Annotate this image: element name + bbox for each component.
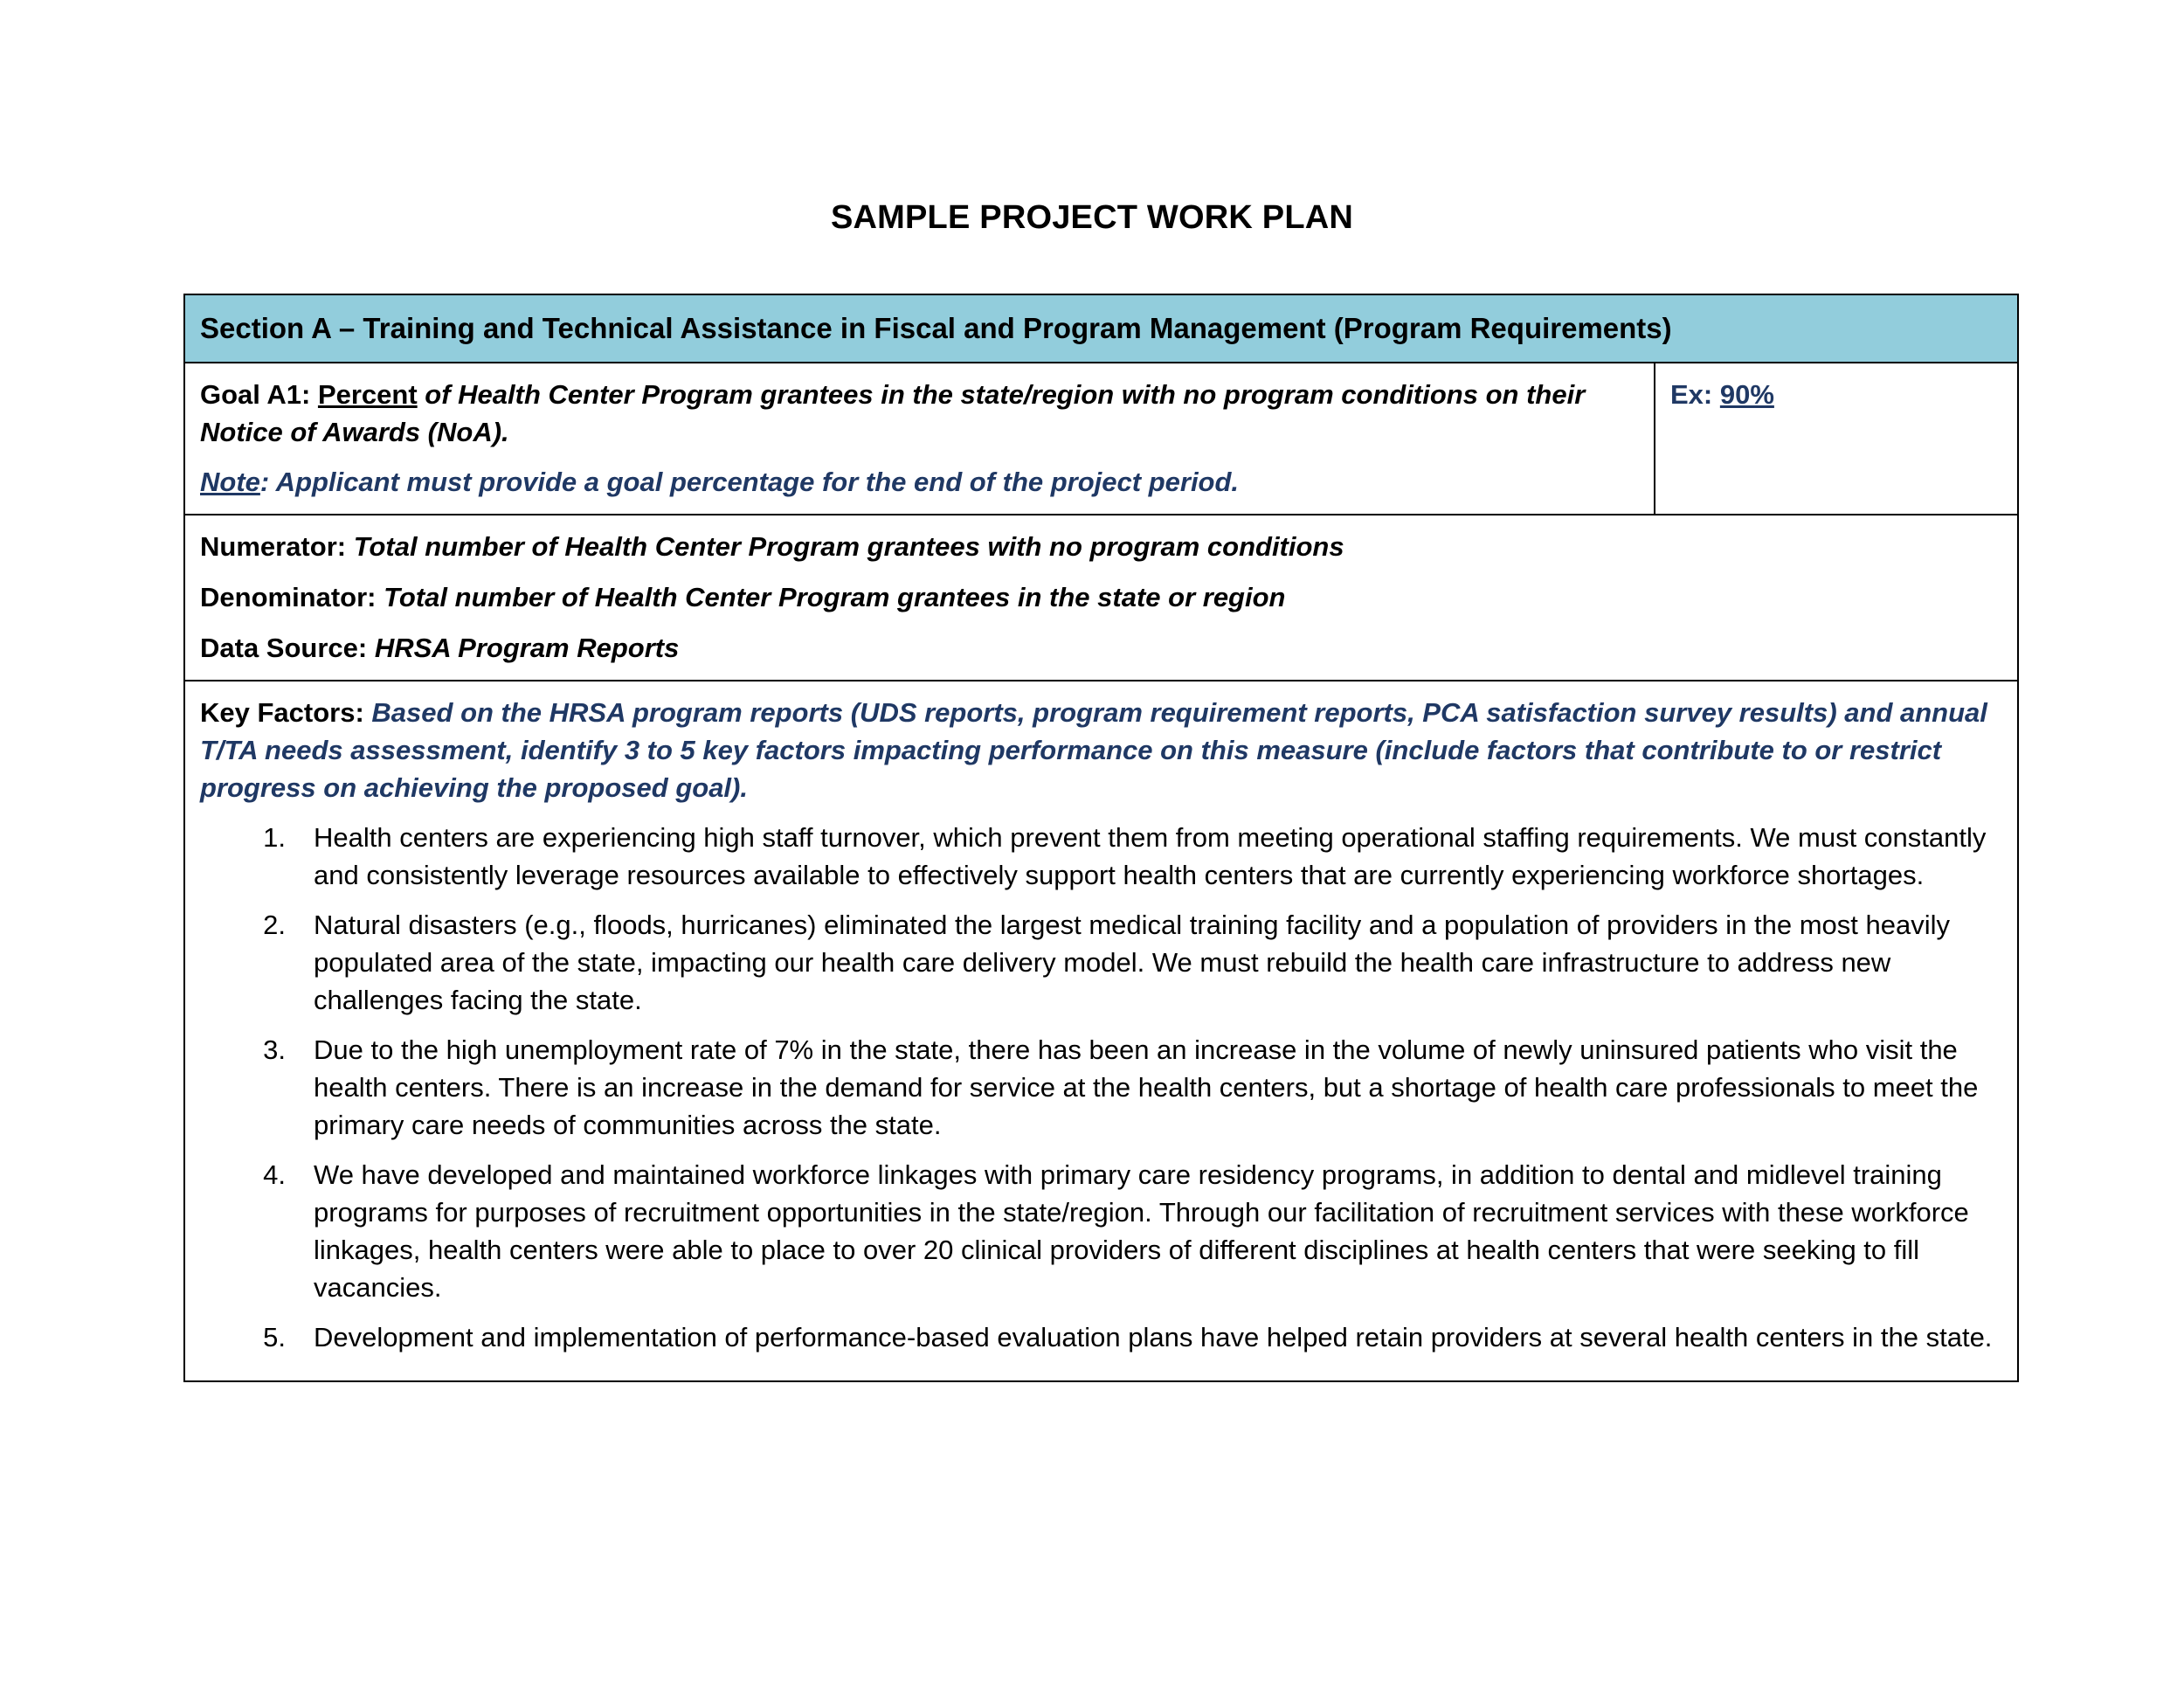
list-item-text: Health centers are experiencing high staff turnover, which prevent them from meeting operational staffing requirements. We must constantly and consistently leverage resources available to effectively support health centers that are currently experiencing workforce shortages. xyxy=(314,822,1987,890)
goal-label: Goal A1: xyxy=(200,379,318,410)
list-item-number: 4. xyxy=(263,1159,286,1190)
goal-note xyxy=(200,463,1639,501)
numerator-label: Numerator: xyxy=(200,531,354,562)
list-item-number: 2. xyxy=(263,910,286,940)
data-source-value: HRSA Program Reports xyxy=(374,633,680,663)
list-item xyxy=(200,1031,2002,1144)
list-item xyxy=(200,906,2002,1019)
key-factors-row xyxy=(185,681,2017,1380)
list-item-text: Due to the high unemployment rate of 7% in the state, there has been an increase in the volume of newly uninsured patients who visit the health centers. There is an increase in the demand for service at the health centers, but a shortage of health care professionals to meet the primary care needs of communities across the state. xyxy=(314,1034,1979,1140)
page-title: SAMPLE PROJECT WORK PLAN xyxy=(830,199,1354,236)
goal-text: of Health Center Program grantees in the state/region with no program conditions on their Notice of Awards (NoA). xyxy=(200,379,1586,447)
list-item xyxy=(200,1156,2002,1306)
measure-row xyxy=(185,515,2017,681)
note-text: : Applicant must provide a goal percentage for the end of the project period. xyxy=(259,467,1240,497)
target-value: 90% xyxy=(1719,379,1774,410)
goal-statement xyxy=(200,376,1639,451)
list-item-text: Development and implementation of performance-based evaluation plans have helped retain providers at several health centers in the state. xyxy=(314,1322,1993,1352)
key-factors-list xyxy=(200,819,2002,1356)
note-label: Note xyxy=(200,467,260,497)
list-item-number: 3. xyxy=(263,1034,286,1065)
data-source-line xyxy=(200,629,2002,667)
goal-percent-word: Percent xyxy=(317,379,418,410)
target-label: Ex: xyxy=(1670,379,1720,410)
key-factors-intro xyxy=(200,694,2002,806)
numerator-value: Total number of Health Center Program grantees with no program conditions xyxy=(353,531,1344,562)
list-item xyxy=(200,819,2002,894)
section-header: Section A – Training and Technical Assistance in Fiscal and Program Management (Program Requirements) xyxy=(185,295,2017,363)
goal-cell xyxy=(185,363,1655,514)
list-item-number: 1. xyxy=(263,822,286,853)
list-item xyxy=(200,1318,2002,1356)
list-item-number: 5. xyxy=(263,1322,286,1352)
list-item-text: Natural disasters (e.g., floods, hurricanes) eliminated the largest medical training facility and a population of providers in the most heavily populated area of the state, impacting our health care delivery model. We must rebuild the health care infrastructure to address new challenges facing the state. xyxy=(314,910,1951,1015)
key-factors-label: Key Factors: xyxy=(200,697,372,728)
denominator-label: Denominator: xyxy=(200,582,384,612)
goal-row xyxy=(185,363,2017,515)
goal-target-cell xyxy=(1655,363,2017,514)
work-plan-table xyxy=(183,294,2019,1382)
denominator-value: Total number of Health Center Program grantees in the state or region xyxy=(384,582,1286,612)
key-factors-intro-text: Based on the HRSA program reports (UDS reports, program requirement reports, PCA satisfaction survey results) and annual T/TA needs assessment, identify 3 to 5 key factors impacting performance on this measure (include factors that contribute to or restrict progress on achieving the proposed goal). xyxy=(200,697,1987,803)
data-source-label: Data Source: xyxy=(200,633,375,663)
list-item-text: We have developed and maintained workforce linkages with primary care residency programs, in addition to dental and midlevel training programs for purposes of recruitment opportunities in the state/region. Through our facilitation of recruitment services with these workforce linkages, health centers were able to place to over 20 clinical providers of different disciplines at health centers that were seeking to fill vacancies. xyxy=(314,1159,1969,1303)
denominator-line xyxy=(200,578,2002,616)
numerator-line xyxy=(200,528,2002,565)
